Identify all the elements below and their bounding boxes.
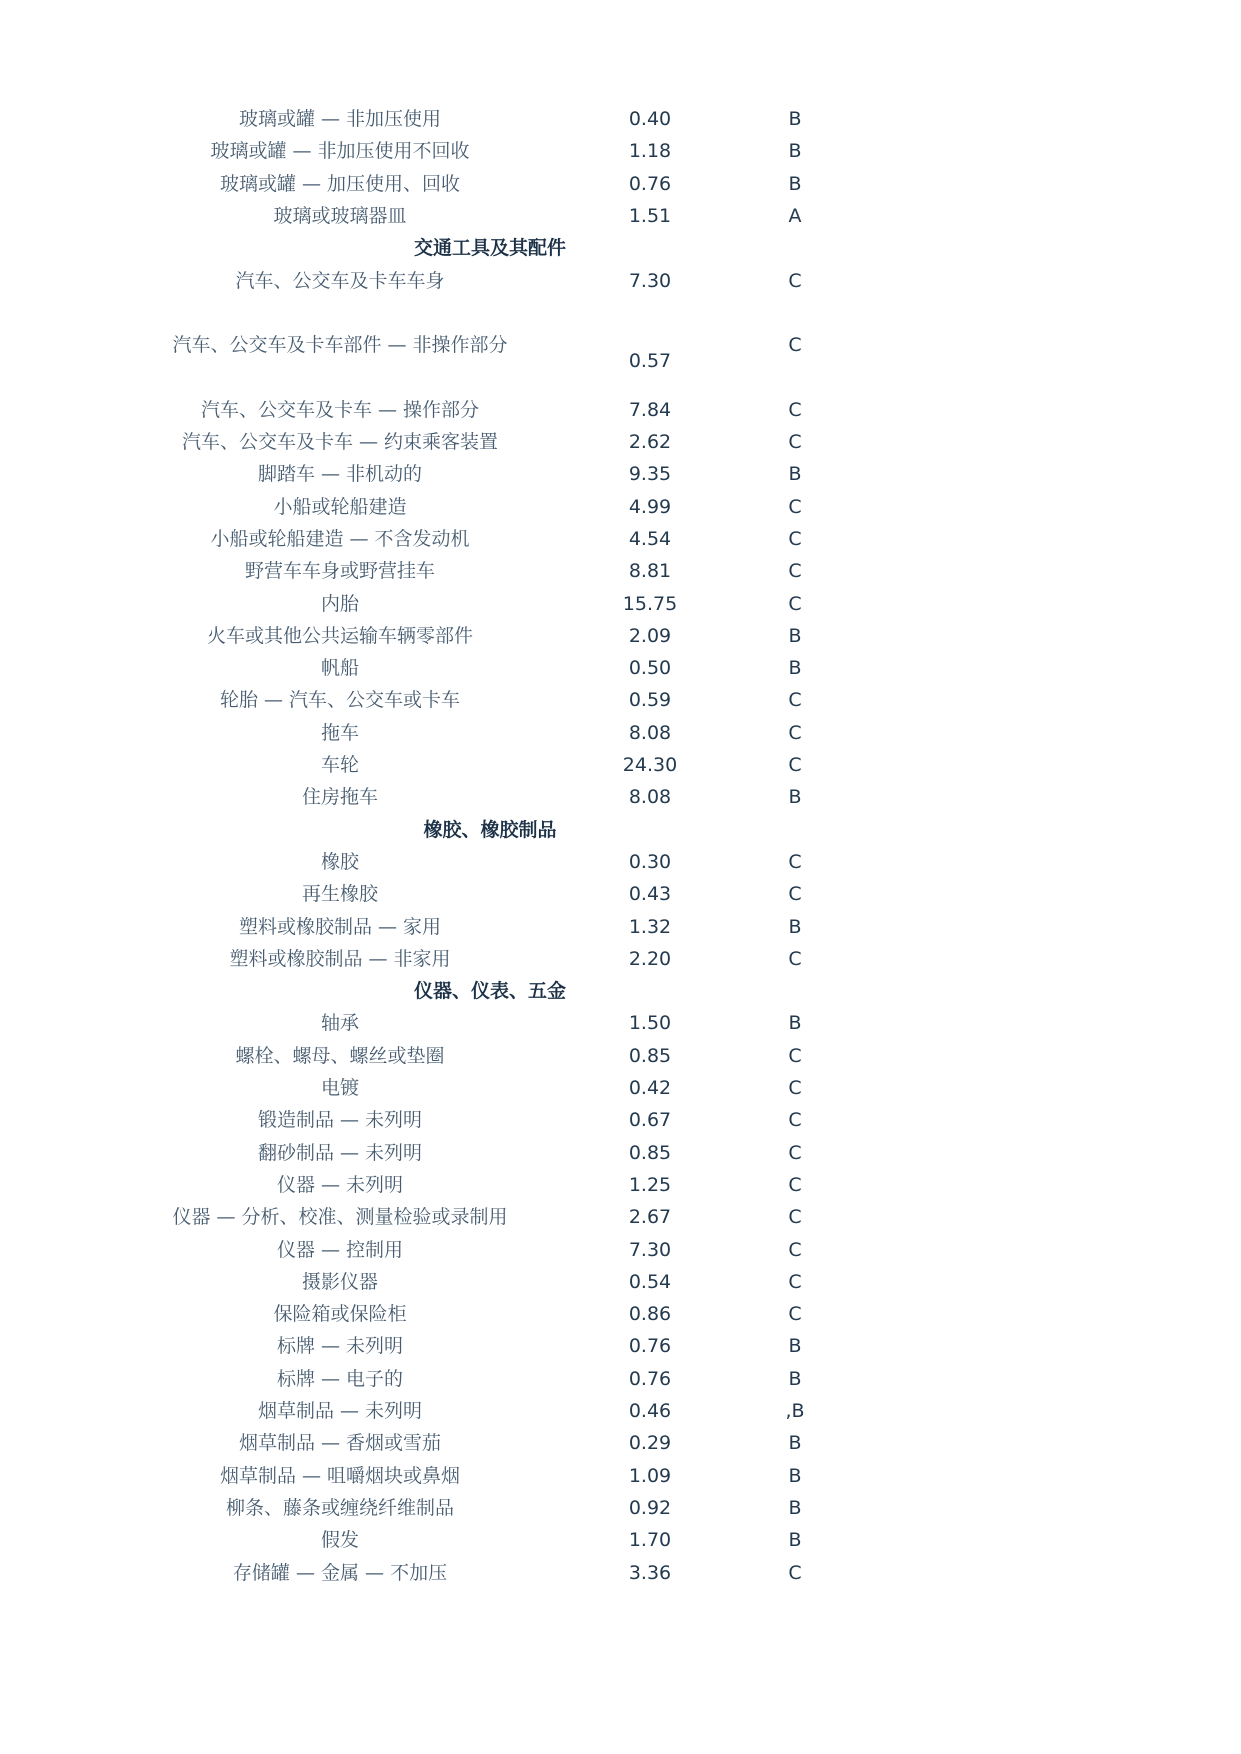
- table-row: [0, 1557, 1241, 1589]
- item-grade: C: [788, 947, 802, 970]
- item-grade: B: [788, 463, 802, 486]
- table-row: [0, 555, 1241, 587]
- item-grade: C: [788, 883, 802, 906]
- item-name: 玻璃或罐 — 非加压使用: [238, 108, 442, 130]
- item-rate: 2.62: [628, 431, 672, 453]
- item-name: 烟草制品 — 咀嚼烟块或鼻烟: [219, 1464, 461, 1487]
- item-grade: C: [788, 850, 802, 873]
- table-row: [0, 620, 1241, 652]
- item-rate: 15.75: [622, 592, 678, 615]
- item-rate: 0.67: [628, 1109, 672, 1132]
- table-row: [0, 426, 1241, 458]
- item-name: 玻璃或玻璃器皿: [273, 204, 407, 227]
- table-row: [0, 103, 1241, 135]
- item-grade: C: [788, 334, 802, 357]
- item-rate: 24.30: [622, 754, 678, 776]
- item-name: 汽车、公交车及卡车部件 — 非操作部分: [172, 334, 508, 357]
- item-name: 柳条、藤条或缠绕纤维制品: [225, 1496, 454, 1519]
- item-rate: 0.50: [628, 657, 672, 680]
- table-row: [0, 1363, 1241, 1395]
- item-name: 野营车车身或野营挂车: [244, 560, 435, 583]
- table-row: [0, 1072, 1241, 1104]
- item-rate: 0.85: [628, 1044, 672, 1067]
- item-grade: B: [788, 915, 802, 938]
- table-row: [0, 911, 1241, 943]
- item-name: 标牌 — 电子的: [276, 1367, 404, 1390]
- item-grade: B: [788, 786, 802, 809]
- item-grade: C: [788, 1077, 802, 1099]
- item-name: 内胎: [320, 592, 359, 615]
- item-name: 帆船: [320, 657, 359, 680]
- item-name: 小船或轮船建造: [273, 495, 407, 518]
- item-grade: C: [788, 592, 802, 615]
- item-name: 玻璃或罐 — 非加压使用不回收: [210, 140, 470, 163]
- table-row: [0, 394, 1241, 426]
- item-grade: C: [788, 721, 802, 744]
- table-row: [0, 781, 1241, 813]
- item-rate: 8.08: [628, 786, 672, 809]
- item-grade: B: [788, 140, 802, 163]
- item-rate: 8.81: [628, 560, 672, 583]
- table-row: [0, 749, 1241, 781]
- item-rate: 0.42: [628, 1077, 672, 1099]
- item-grade: C: [788, 495, 802, 518]
- table-row: [0, 491, 1241, 523]
- item-name: 塑料或橡胶制品 — 非家用: [229, 947, 451, 970]
- table-row: [0, 297, 1241, 373]
- table-row: [0, 1427, 1241, 1459]
- item-rate: 0.43: [628, 883, 672, 906]
- table-row: [0, 200, 1241, 232]
- table-row: [0, 1104, 1241, 1136]
- table-row: [0, 523, 1241, 555]
- item-name: 火车或其他公共运输车辆零部件: [206, 624, 473, 647]
- item-grade: B: [788, 1335, 802, 1358]
- item-rate: 0.92: [628, 1496, 672, 1519]
- table-row: [0, 1007, 1241, 1039]
- item-name: 烟草制品 — 未列明: [257, 1400, 423, 1422]
- item-rate: 0.30: [628, 850, 672, 873]
- item-rate: 0.57: [628, 350, 672, 373]
- table-row: [0, 1266, 1241, 1298]
- item-grade: C: [788, 1206, 802, 1229]
- item-rate: 0.76: [628, 172, 672, 195]
- item-name: 电镀: [320, 1077, 359, 1099]
- item-grade: B: [788, 108, 802, 130]
- table-row: [0, 1524, 1241, 1556]
- section-heading: 交通工具及其配件: [413, 237, 566, 260]
- item-grade: C: [788, 1044, 802, 1067]
- item-name: 存储罐 — 金属 — 不加压: [232, 1561, 448, 1584]
- item-rate: 0.85: [628, 1141, 672, 1164]
- item-grade: C: [788, 398, 802, 421]
- item-rate: 8.08: [628, 721, 672, 744]
- item-grade: B: [788, 1529, 802, 1552]
- item-rate: 0.76: [628, 1335, 672, 1358]
- item-name: 螺栓、螺母、螺丝或垫圈: [235, 1044, 445, 1067]
- item-rate: 1.18: [628, 140, 672, 163]
- item-rate: 0.86: [628, 1303, 672, 1326]
- item-name: 玻璃或罐 — 加压使用、回收: [219, 172, 461, 195]
- item-rate: 1.70: [628, 1529, 672, 1552]
- item-rate: 7.30: [628, 269, 672, 292]
- item-name: 假发: [320, 1529, 359, 1552]
- item-rate: 2.67: [628, 1206, 672, 1229]
- item-grade: C: [788, 560, 802, 583]
- item-grade: ,B: [785, 1400, 805, 1422]
- table-row: [0, 878, 1241, 910]
- item-name: 汽车、公交车及卡车 — 操作部分: [200, 398, 480, 421]
- table-row: [0, 1201, 1241, 1233]
- item-rate: 0.76: [628, 1367, 672, 1390]
- table-row: [0, 135, 1241, 167]
- item-name: 烟草制品 — 香烟或雪茄: [238, 1432, 442, 1455]
- table-row: [0, 846, 1241, 878]
- item-name: 翻砂制品 — 未列明: [257, 1141, 423, 1164]
- item-rate: 0.59: [628, 689, 672, 712]
- item-name: 轴承: [320, 1012, 359, 1035]
- item-rate: 0.54: [628, 1270, 672, 1293]
- item-name: 标牌 — 未列明: [276, 1335, 404, 1358]
- table-row: [0, 652, 1241, 684]
- table-row: [0, 717, 1241, 749]
- item-name: 拖车: [320, 721, 359, 744]
- item-grade: A: [788, 204, 802, 227]
- table-row: [0, 684, 1241, 716]
- table-row: [0, 1298, 1241, 1330]
- item-name: 汽车、公交车及卡车 — 约束乘客装置: [181, 431, 499, 453]
- table-row: [0, 1330, 1241, 1362]
- item-grade: C: [788, 431, 802, 453]
- item-name: 仪器 — 分析、校准、测量检验或录制用: [172, 1206, 508, 1229]
- item-grade: C: [788, 754, 802, 776]
- table-row: [0, 265, 1241, 297]
- item-grade: B: [788, 1012, 802, 1035]
- item-grade: B: [788, 1432, 802, 1455]
- item-rate: 7.84: [628, 398, 672, 421]
- item-grade: C: [788, 269, 802, 292]
- item-rate: 2.20: [628, 947, 672, 970]
- item-name: 汽车、公交车及卡车车身: [235, 269, 445, 292]
- item-rate: 0.46: [628, 1400, 672, 1422]
- item-rate: 1.51: [628, 204, 672, 227]
- item-name: 仪器 — 未列明: [276, 1173, 404, 1196]
- table-row: [0, 1169, 1241, 1201]
- item-name: 锻造制品 — 未列明: [257, 1109, 423, 1132]
- item-name: 摄影仪器: [301, 1270, 378, 1293]
- item-grade: C: [788, 1173, 802, 1196]
- item-name: 住房拖车: [301, 786, 378, 809]
- item-grade: B: [788, 1464, 802, 1487]
- item-grade: B: [788, 1496, 802, 1519]
- item-grade: C: [788, 1141, 802, 1164]
- item-name: 塑料或橡胶制品 — 家用: [238, 915, 442, 938]
- item-grade: B: [788, 657, 802, 680]
- table-row: [0, 168, 1241, 200]
- item-grade: B: [788, 172, 802, 195]
- table-row: [0, 1234, 1241, 1266]
- item-rate: 4.99: [628, 495, 672, 518]
- table-row: [0, 1460, 1241, 1492]
- item-name: 保险箱或保险柜: [273, 1303, 407, 1326]
- item-rate: 3.36: [628, 1561, 672, 1584]
- item-name: 脚踏车 — 非机动的: [257, 463, 423, 486]
- table-row: [0, 1395, 1241, 1427]
- item-name: 再生橡胶: [301, 883, 378, 906]
- item-rate: 4.54: [628, 527, 672, 550]
- item-rate: 1.09: [628, 1464, 672, 1487]
- item-grade: B: [788, 624, 802, 647]
- item-grade: C: [788, 1109, 802, 1132]
- table-row: [0, 458, 1241, 490]
- item-rate: 9.35: [628, 463, 672, 486]
- item-rate: 0.40: [628, 108, 672, 130]
- item-rate: 1.50: [628, 1012, 672, 1035]
- item-name: 轮胎 — 汽车、公交车或卡车: [219, 689, 461, 712]
- section-heading: 橡胶、橡胶制品: [423, 818, 557, 841]
- table-row: [0, 1492, 1241, 1524]
- item-rate: 1.32: [628, 915, 672, 938]
- item-rate: 7.30: [628, 1238, 672, 1261]
- item-name: 仪器 — 控制用: [276, 1238, 404, 1261]
- item-name: 小船或轮船建造 — 不含发动机: [210, 527, 470, 550]
- item-grade: C: [788, 689, 802, 712]
- item-name: 橡胶: [320, 850, 359, 873]
- item-rate: 2.09: [628, 624, 672, 647]
- item-grade: C: [788, 1270, 802, 1293]
- item-grade: C: [788, 527, 802, 550]
- item-grade: C: [788, 1238, 802, 1261]
- section-heading: 仪器、仪表、五金: [413, 980, 566, 1003]
- item-grade: C: [788, 1303, 802, 1326]
- table-row: [0, 588, 1241, 620]
- table-row: [0, 1137, 1241, 1169]
- item-grade: B: [788, 1367, 802, 1390]
- table-row: [0, 943, 1241, 975]
- item-rate: 1.25: [628, 1173, 672, 1196]
- item-grade: C: [788, 1561, 802, 1584]
- item-name: 车轮: [320, 754, 359, 776]
- item-rate: 0.29: [628, 1432, 672, 1455]
- table-row: [0, 1040, 1241, 1072]
